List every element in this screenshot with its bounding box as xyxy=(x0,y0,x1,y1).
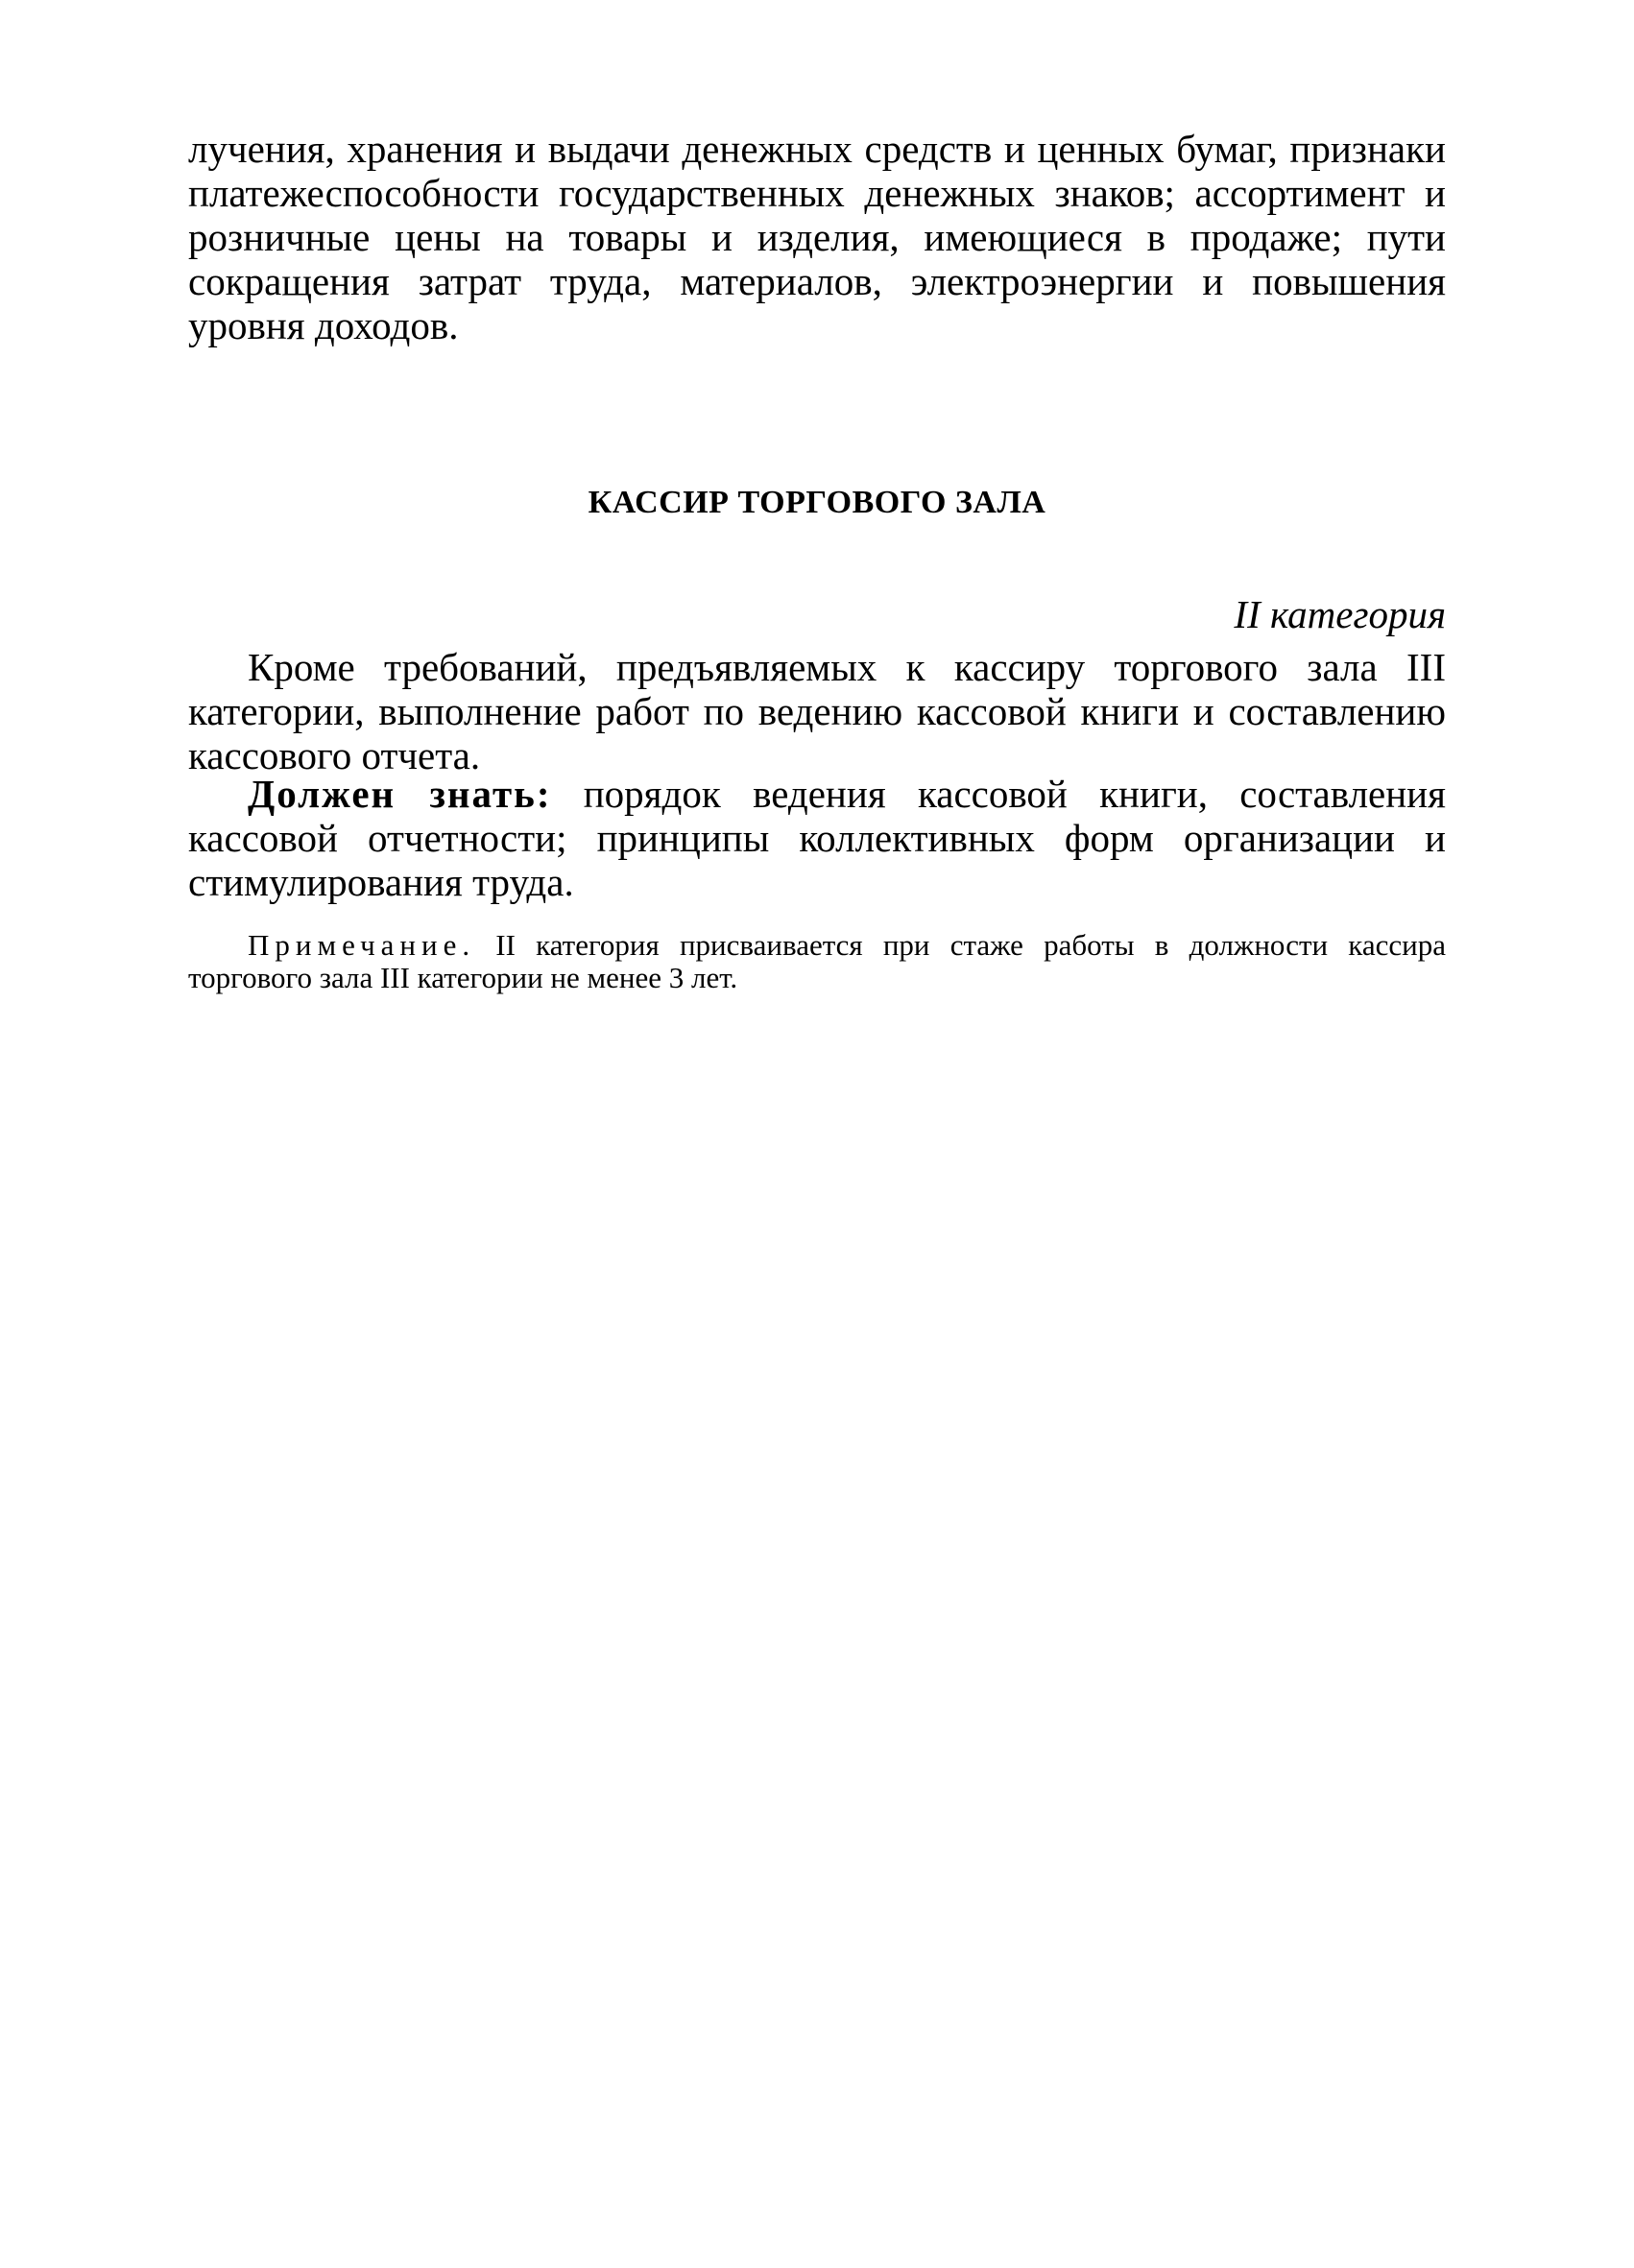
must-know-text: порядок ведения кассовой книги, составления кассовой отчетности; принципы коллективных форм организации и стимулирования труда. xyxy=(188,772,1446,904)
must-know-paragraph xyxy=(188,772,1446,904)
section-title: КАССИР ТОРГОВОГО ЗАЛА xyxy=(588,485,1046,520)
note-paragraph xyxy=(188,929,1446,994)
category-label: II категория xyxy=(1234,592,1446,636)
note-text: II категория присваивается при стаже работы в должности кассира торгового зала III категории не менее 3 лет. xyxy=(188,928,1446,994)
must-know-label: Должен знать: xyxy=(248,772,552,816)
note-label: Примечание. xyxy=(248,928,476,962)
continuation-paragraph: лучения, хранения и выдачи денежных средств и ценных бумаг, признаки платежеспособности государственных денежных знаков; ассортимент и розничные цены на товары и изделия, имеющиеся в продаже; пути сокращения затрат труда, материалов, электроэнергии и повышения уровня доходов. xyxy=(188,127,1446,347)
requirements-paragraph: Кроме требований, предъявляемых к кассиру торгового зала III категории, выполнение работ по ведению кассовой книги и составлению кассового отчета. xyxy=(188,645,1446,777)
